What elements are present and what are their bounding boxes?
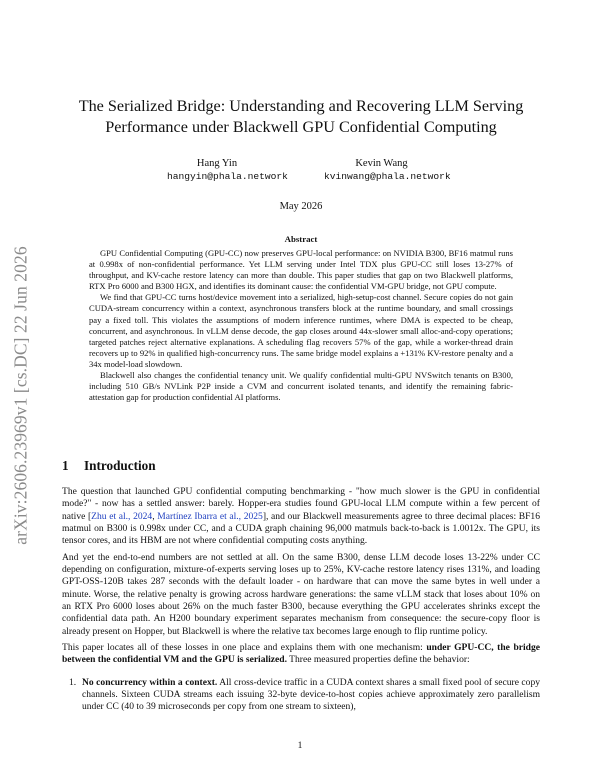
author-email: kvinwang@phala.network xyxy=(324,171,451,182)
title-line-1: The Serialized Bridge: Understanding and Recovering LLM Serving xyxy=(78,97,524,115)
intro-p1-text-a: The question that launched GPU confidential computing benchmarking - "how much slower is the GPU in confidential mode?" - now has a settled answer: barely. Hopper-era studies found GPU-local LLM compute within a few percent of native [ xyxy=(62,486,540,522)
section-heading-introduction xyxy=(62,458,156,474)
arxiv-identifier[interactable]: arXiv:2606.23969v1 [cs.DC] 22 Jun 2026 xyxy=(10,245,31,545)
abstract-paragraph-1: GPU Confidential Computing (GPU-CC) now preserves GPU-local performance: on NVIDIA B300, BF16 matmul runs at 0.998x of non-confidential performance. Yet LLM serving under Intel TDX plus GPU-CC still loses 13-27% of throughput, and KV-cache restore latency can more than double. This paper studies that gap on two Blackwell platforms, RTX Pro 6000 and B300 HGX, and identifies its dominant cause: the confidential VM-GPU bridge, not GPU compute. xyxy=(89,248,513,292)
citation-martinez-ibarra-2025[interactable]: Martínez Ibarra et al., 2025 xyxy=(157,510,263,522)
list-item xyxy=(62,677,540,714)
abstract-paragraph-3: Blackwell also changes the confidential tenancy unit. We qualify confidential multi-GPU NVSwitch tenants on B300, including 510 GB/s NVLink P2P inside a CVM and concurrent isolated tenants, and identify the remaining fabric-attestation gap for production confidential AI platforms. xyxy=(89,370,513,403)
page-number: 1 xyxy=(297,741,303,751)
publication-date: May 2026 xyxy=(279,201,323,212)
title-line-2: Performance under Blackwell GPU Confidential Computing xyxy=(105,118,497,136)
intro-p1-text-b: ], and our Blackwell measurements agree to three decimal places: BF16 matmul on B300 is 0.998x under CC, and a CUDA graph chaining 96,000 matmuls back-to-back is 1.0012x. The GPU, its tensor cores, and its HBM are not where confidential computing costs anything. xyxy=(62,510,540,547)
section-number: 1 xyxy=(62,458,69,473)
author-name: Kevin Wang xyxy=(355,158,408,169)
intro-paragraph-1 xyxy=(62,486,540,547)
intro-paragraph-2: And yet the end-to-end numbers are not settled at all. On the same B300, dense LLM decode loses 13-22% under CC depending on configuration, mixture-of-experts serving loses up to 25%, KV-cache restore latency rises 131%, and loading GPT-OSS-120B takes 287 seconds with the default loader - on hardware that can move the same bytes in well under a minute. Worse, the relative penalty is growing across hardware generations: the same vLLM stack that loses about 10% on an RTX Pro 6000 loses about 26% on the much faster B300, because everything the GPU accelerates shrinks except the confidential data path. An H200 boundary experiment separates mechanism from consequence: the secure-copy floor is already present on Hopper, but Blackwell is where the relative tax becomes large enough to flip runtime policy. xyxy=(62,551,540,637)
author-1 xyxy=(167,157,288,183)
intro-paragraph-3 xyxy=(62,642,540,667)
paper-title xyxy=(62,96,540,138)
intro-p3-text-b: Three measured properties define the behavior: xyxy=(286,654,470,666)
author-block xyxy=(62,157,540,187)
intro-p3-text-a: This paper locates all of these losses in one place and explains them with one mechanism: xyxy=(62,642,427,654)
list-item-marker: 1. xyxy=(69,676,77,688)
citation-separator: , xyxy=(152,510,158,522)
section-title: Introduction xyxy=(84,458,156,473)
list-item-title: No concurrency within a context. xyxy=(82,676,218,688)
arxiv-identifier-stamp xyxy=(4,210,38,580)
citation-zhu-2024[interactable]: Zhu et al., 2024 xyxy=(91,510,153,522)
intro-p3-bold-claim: under GPU-CC, the bridge between the confidential VM and the GPU is serialized. xyxy=(62,642,540,666)
list-item-text: All cross-device traffic in a CUDA context shares a small fixed pool of secure copy channels. Sixteen CUDA streams each issuing 32-byte device-to-host copies achieve approximately zero parallelism under CC (40 to 39 microseconds per copy from one stream to sixteen), xyxy=(82,676,540,713)
author-name: Hang Yin xyxy=(196,158,238,169)
introduction-body xyxy=(62,486,540,714)
author-2 xyxy=(324,157,451,183)
author-email: hangyin@phala.network xyxy=(167,171,288,182)
abstract-body xyxy=(89,248,513,403)
abstract-heading: Abstract xyxy=(284,234,318,244)
abstract-paragraph-2: We find that GPU-CC turns host/device movement into a serialized, high-setup-cost channel. Secure copies do not gain CUDA-stream concurrency within a context, asynchronous transfers block at the runtime boundary, and small crossings pay a fixed toll. This violates the assumptions of modern inference runtimes, where DMA is expected to be cheap, concurrent, and asynchronous. In vLLM dense decode, the gap closes around 44x-slower small alloc-and-copy operations; targeted patches reject alternative explanations. A scheduling flag recovers 57% of the gap, while a worker-thread drain recovers up to 92% in qualified high-concurrency runs. The same bridge model explains a +131% KV-restore penalty and a 34x model-load slowdown. xyxy=(89,292,513,369)
